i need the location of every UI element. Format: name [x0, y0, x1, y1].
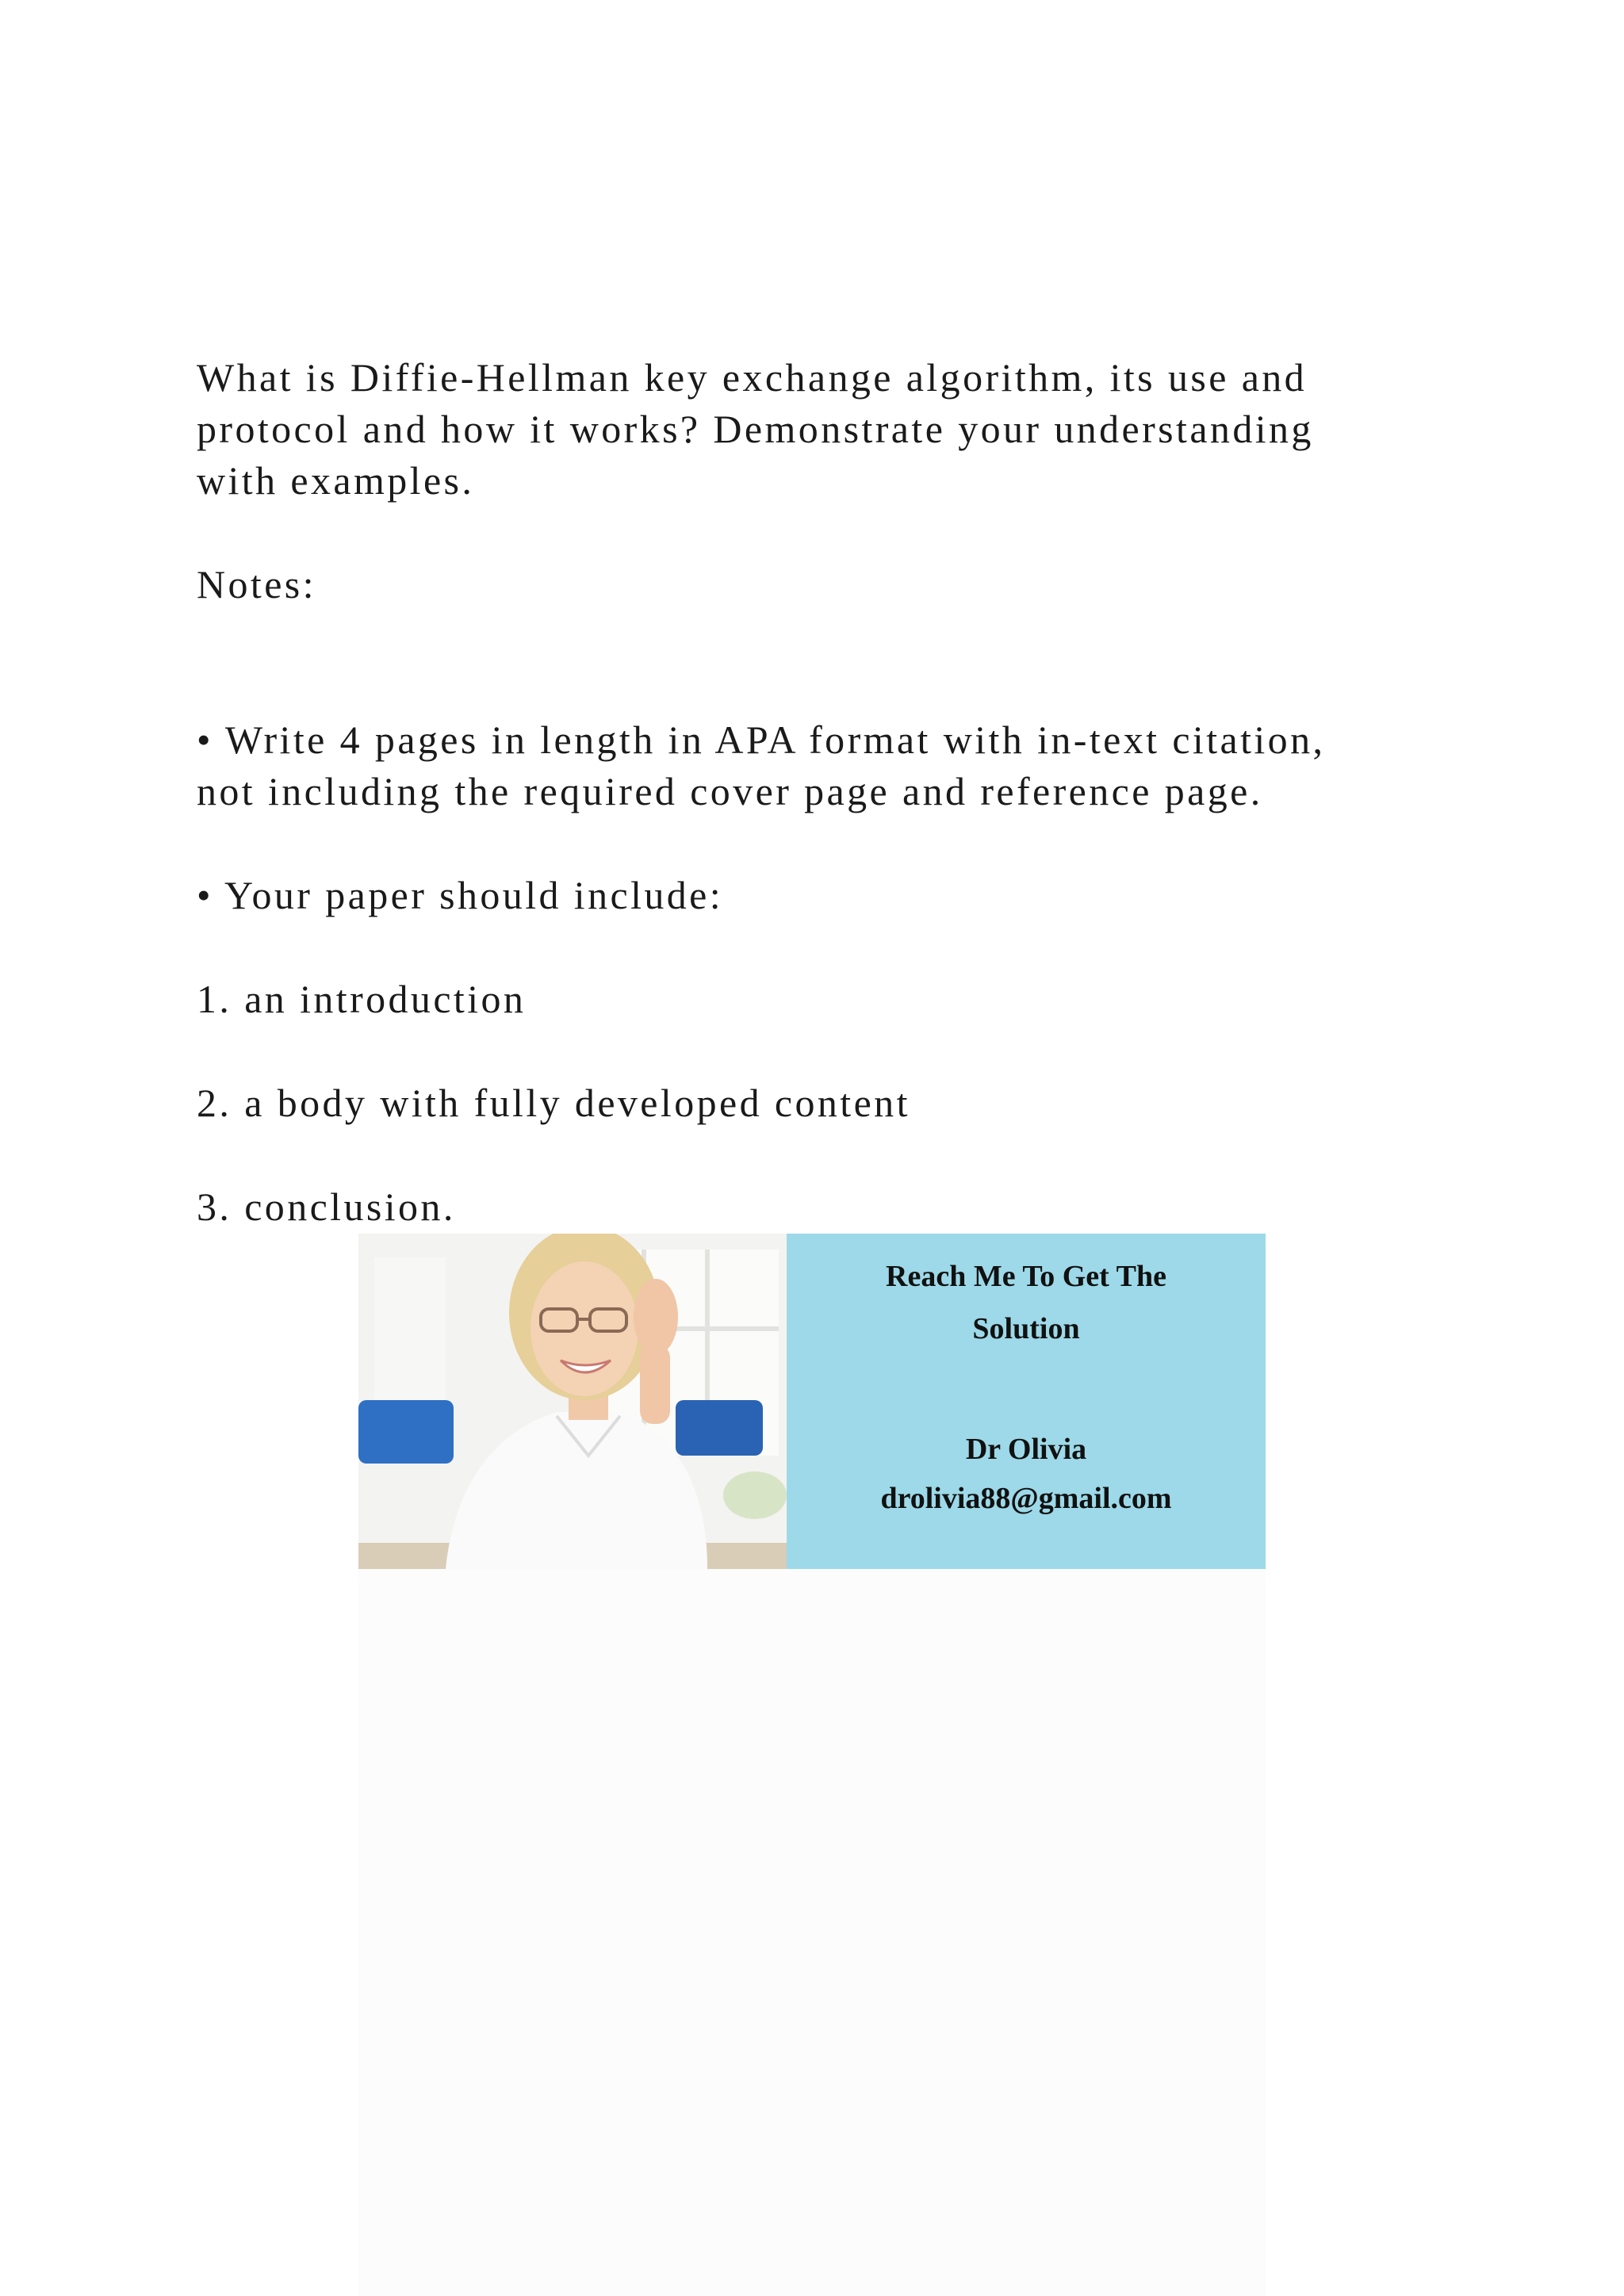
contact-name: Dr Olivia	[965, 1433, 1087, 1466]
requirement-bullet-1-line-1: • Write 4 pages in length in APA format with in-text citation,	[197, 718, 1326, 762]
question-line-2: protocol and how it works? Demonstrate your understanding	[197, 407, 1314, 451]
banner-heading-line-2: Solution	[972, 1312, 1080, 1345]
list-item-conclusion: 3. conclusion.	[197, 1184, 456, 1229]
question-line-3: with examples.	[197, 458, 475, 503]
background-panel	[358, 1568, 1266, 2296]
notes-label: Notes:	[197, 562, 316, 607]
smiling-woman-photo-icon	[358, 1234, 787, 1569]
contact-email: drolivia88@gmail.com	[880, 1482, 1172, 1515]
banner-heading-line-1: Reach Me To Get The	[886, 1260, 1166, 1293]
requirement-bullet-2: • Your paper should include:	[197, 873, 724, 917]
contact-info-panel	[787, 1234, 1266, 1569]
list-item-body: 2. a body with fully developed content	[197, 1081, 910, 1125]
list-item-introduction: 1. an introduction	[197, 977, 527, 1021]
requirement-bullet-1-line-2: not including the required cover page and reference page.	[197, 769, 1263, 813]
contact-banner	[358, 1234, 1266, 1569]
question-line-1: What is Diffie-Hellman key exchange algorithm, its use and	[197, 355, 1308, 400]
